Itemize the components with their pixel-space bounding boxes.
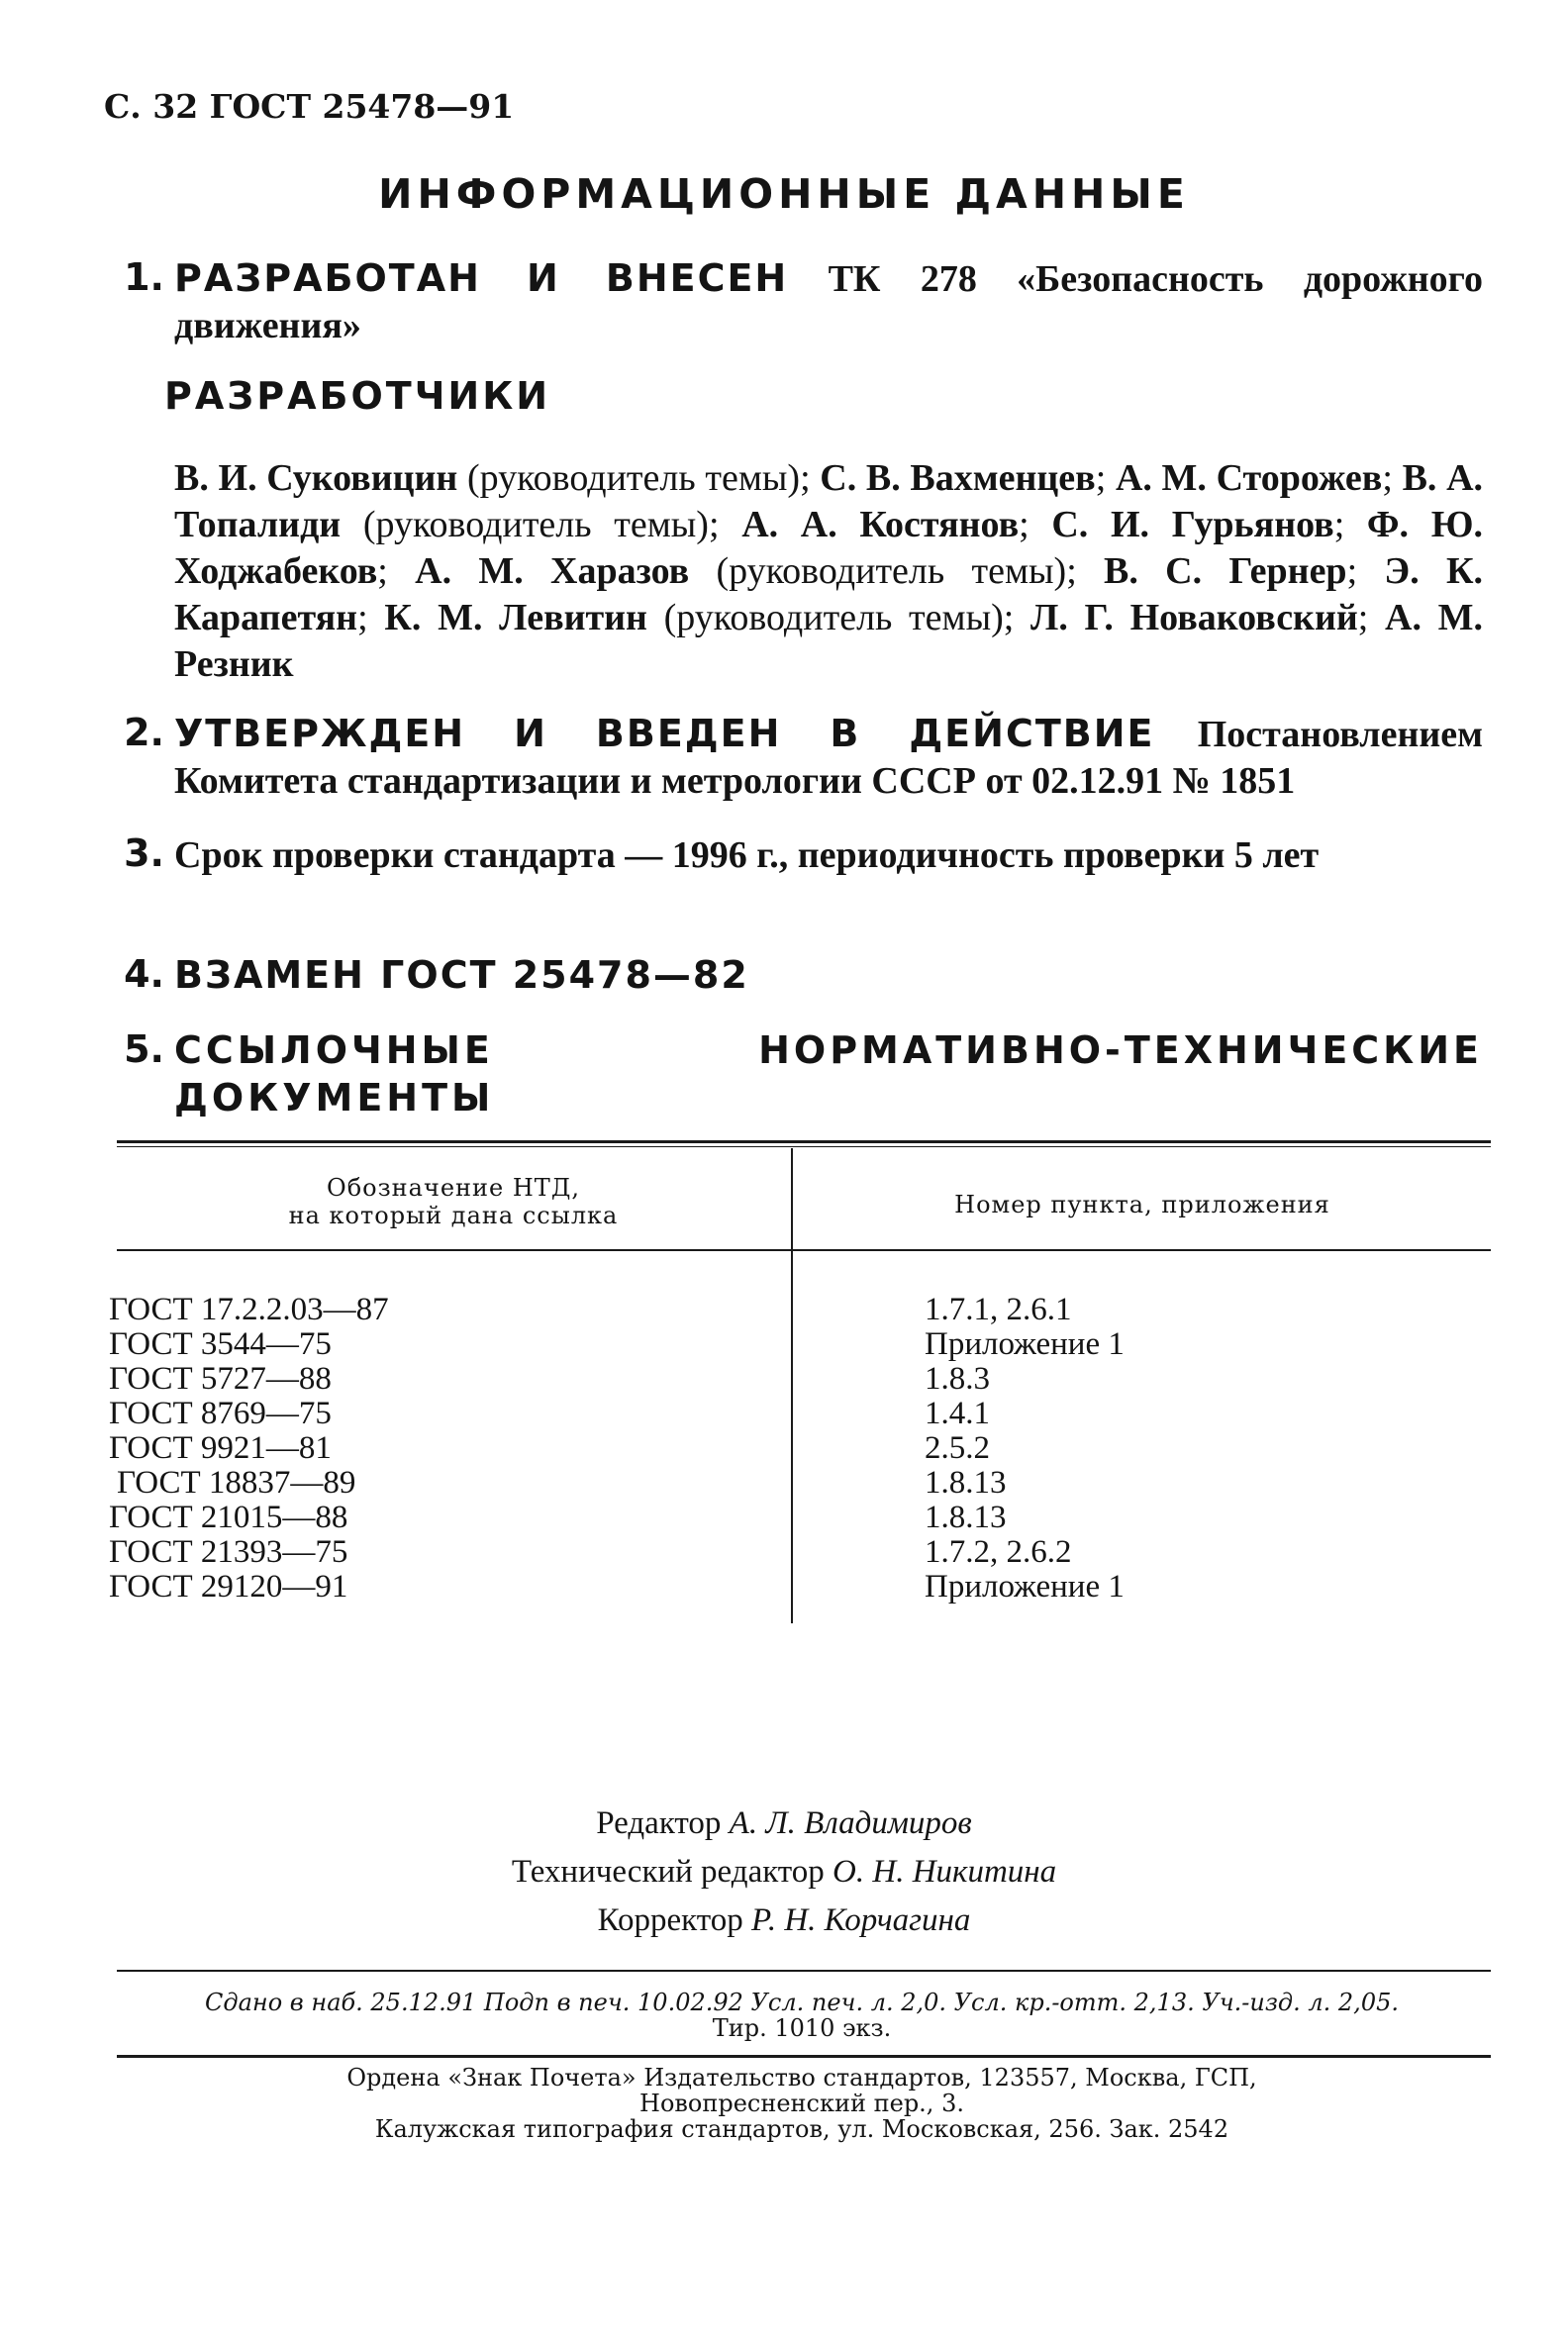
table-col1-header [117, 1174, 790, 1229]
item-body [164, 952, 1483, 1000]
publisher-info [109, 2065, 1495, 2142]
developer-name: С. В. Вахменцев [820, 457, 1096, 499]
table-row [109, 1500, 1495, 1534]
table-cell-ref: 1.8.13 [925, 1500, 1007, 1535]
item-text: Срок проверки стандарта — 1996 г., периодичность проверки 5 лет [174, 834, 1320, 876]
info-item-2 [99, 711, 1483, 805]
page-title: ИНФОРМАЦИОННЫЕ ДАННЫЕ [378, 170, 1190, 218]
table-cell-ref: 2.5.2 [925, 1430, 990, 1466]
table-row [109, 1326, 1495, 1361]
table-cell-ref: Приложение 1 [925, 1569, 1125, 1605]
print-info [109, 1990, 1495, 2041]
table-cell-doc: ГОСТ 21015—88 [109, 1500, 348, 1535]
table-cell-doc: ГОСТ 8769—75 [109, 1396, 332, 1431]
credit-role: Корректор [597, 1902, 743, 1938]
table-top-rule [117, 1140, 1491, 1143]
developer-note: (руководитель темы) [663, 597, 1004, 638]
developer-name: Ф. Ю. Ходжабеков [174, 504, 1484, 592]
table-row [109, 1430, 1495, 1465]
print-info-line1 [109, 1990, 1495, 2015]
table-row [109, 1292, 1495, 1326]
credit-name: Р. Н. Корчагина [750, 1902, 971, 1938]
table-col1-header-line1: Обозначение НТД, [327, 1174, 580, 1202]
publisher-line1: Ордена «Знак Почета» Издательство стандартов, 123557, Москва, ГСП, [346, 2064, 1257, 2092]
table-cell-doc: ГОСТ 29120—91 [109, 1569, 348, 1605]
developer-name: В. С. Гернер [1104, 550, 1347, 592]
table-cell-ref: Приложение 1 [925, 1326, 1125, 1362]
table-cell-doc: ГОСТ 17.2.2.03—87 [109, 1292, 389, 1327]
credit-role: Редактор [596, 1805, 722, 1841]
developer-name: В. А. Топалиди [174, 457, 1484, 545]
item-caps: ВЗАМЕН ГОСТ 25478—82 [174, 953, 749, 997]
item-caps: ССЫЛОЧНЫЕ НОРМАТИВНО-ТЕХНИЧЕСКИЕ ДОКУМЕНТЫ [174, 1028, 1483, 1119]
print-info-text: Сдано в наб. 25.12.91 Подп в печ. 10.02.92 Усл. печ. л. 2,0. Усл. кр.-отт. 2,13. Уч.-изд. л. 2,05. [205, 1989, 1399, 2016]
info-item-5 [99, 1027, 1483, 1122]
publisher-line2: Новопресненский пер., 3. [639, 2090, 964, 2117]
table-top-rule-thin [117, 1146, 1491, 1147]
developer-note: (руководитель темы) [466, 457, 801, 499]
table-row [109, 1396, 1495, 1430]
developers-list: В. И. Суковицин (руководитель темы); С. В. Вахменцев; А. М. Сторожев; В. А. Топалиди (руководитель темы); А. А. Костянов; С. И. Гурьянов; Ф. Ю. Ходжабеков; А. М. Харазов (руководитель темы); В. С. Гернер; Э. К. Карапетян; К. М. Левитин (руководитель темы); Л. Г. Новаковский; А. М. Резник [174, 457, 1484, 685]
credit-line-tech-editor [0, 1848, 1568, 1897]
item-text: ТК 278 «Безопасность дорожного движения» [174, 258, 1483, 346]
item-number: 3. [124, 831, 164, 875]
developers-heading: РАЗРАБОТЧИКИ [164, 374, 551, 418]
table-cell-doc: ГОСТ 18837—89 [117, 1465, 356, 1501]
item-number: 4. [124, 952, 164, 996]
item-caps: УТВЕРЖДЕН И ВВЕДЕН В ДЕЙСТВИЕ [174, 712, 1155, 755]
table-row [109, 1465, 1495, 1500]
credit-name: А. Л. Владимиров [729, 1805, 972, 1841]
publisher-line3: Калужская типография стандартов, ул. Московская, 256. Зак. 2542 [374, 2115, 1229, 2143]
developer-name: Э. К. Карапетян [174, 550, 1484, 638]
credit-name: О. Н. Никитина [833, 1854, 1057, 1890]
credit-line-proofreader [0, 1897, 1568, 1945]
table-row [109, 1361, 1495, 1396]
developer-note: (руководитель темы) [362, 504, 709, 545]
item-text: Постановлением Комитета стандартизации и метрологии СССР от 02.12.91 № 1851 [174, 714, 1483, 802]
developer-name: А. М. Сторожев [1115, 457, 1383, 499]
table-header-rule [117, 1249, 1491, 1251]
developer-name: А. М. Харазов [415, 550, 690, 592]
table-cell-ref: 1.7.2, 2.6.2 [925, 1534, 1072, 1570]
table-col1-header-line2: на который дана ссылка [288, 1202, 619, 1229]
credit-line-editor [0, 1800, 1568, 1848]
table-cell-ref: 1.8.3 [925, 1361, 990, 1397]
imprint-top-rule [117, 1970, 1491, 1972]
item-number: 5. [124, 1027, 164, 1071]
page-header: С. 32 ГОСТ 25478—91 [104, 87, 515, 126]
table-cell-ref: 1.7.1, 2.6.1 [925, 1292, 1072, 1327]
table-cell-ref: 1.8.13 [925, 1465, 1007, 1501]
developer-name: Л. Г. Новаковский [1030, 597, 1358, 638]
developer-name: В. И. Суковицин [174, 457, 458, 499]
info-item-3 [99, 831, 1483, 879]
credit-role: Технический редактор [511, 1854, 825, 1890]
info-item-1 [99, 255, 1483, 349]
credits-block [0, 1800, 1568, 1945]
info-item-4 [99, 952, 1483, 1000]
table-body [109, 1292, 1495, 1604]
table-cell-ref: 1.4.1 [925, 1396, 990, 1431]
item-body [164, 1027, 1483, 1122]
item-caps: РАЗРАБОТАН И ВНЕСЕН [174, 256, 789, 300]
item-body [164, 255, 1483, 349]
imprint-mid-rule [117, 2055, 1491, 2058]
table-col2-header: Номер пункта, приложения [954, 1191, 1330, 1218]
developer-name: С. И. Гурьянов [1051, 504, 1334, 545]
table-cell-doc: ГОСТ 9921—81 [109, 1430, 332, 1466]
developer-note: (руководитель темы) [716, 550, 1067, 592]
developer-name: А. М. Резник [174, 597, 1484, 685]
table-row [109, 1534, 1495, 1569]
item-body [164, 831, 1483, 879]
developer-name: К. М. Левитин [384, 597, 647, 638]
table-cell-doc: ГОСТ 21393—75 [109, 1534, 348, 1570]
print-info-line2: Тир. 1010 экз. [712, 2014, 892, 2042]
table-cell-doc: ГОСТ 3544—75 [109, 1326, 332, 1362]
item-number: 1. [124, 255, 164, 299]
item-number: 2. [124, 711, 164, 754]
item-body [164, 711, 1483, 805]
table-row [109, 1569, 1495, 1604]
developer-name: А. А. Костянов [741, 504, 1020, 545]
table-cell-doc: ГОСТ 5727—88 [109, 1361, 332, 1397]
